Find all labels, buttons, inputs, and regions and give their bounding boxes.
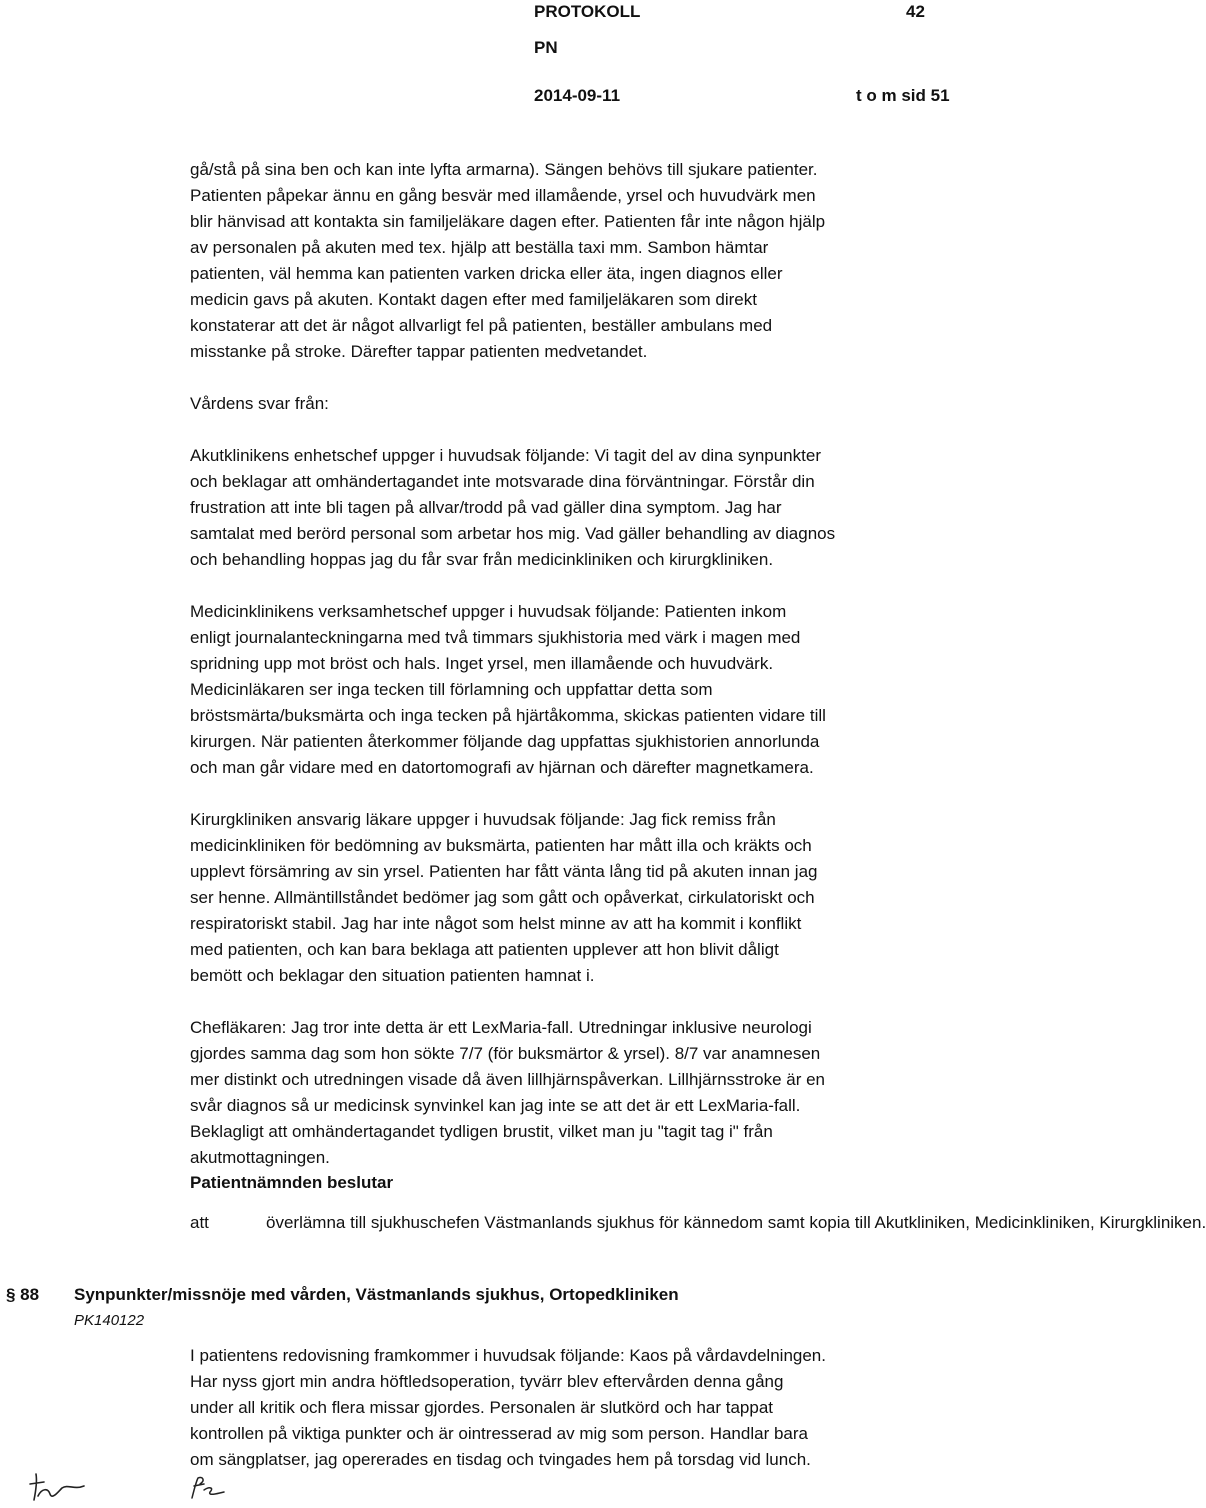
paragraph-patient-account [190,157,942,365]
text-line: akutmottagningen. [190,1148,330,1167]
text-line: kirurgen. När patienten återkommer följande dag uppfattas sjukhistorien annorlunda [190,732,820,751]
paragraph-cheflakaren [190,1015,942,1171]
paragraph-akutkliniken [190,443,942,573]
text-line: bröstsmärta/buksmärta och inga tecken på hjärtåkomma, skickas patienten vidare till [190,706,826,725]
pn-label: PN [534,38,558,57]
decision-heading: Patientnämnden beslutar [190,1173,394,1192]
text-line: under all kritik och flera missar gjordes. Personalen är slutkörd och har tappat [190,1398,774,1417]
text-line: blir hänvisad att kontakta sin familjeläkare dagen efter. Patienten får inte någon hjälp [190,212,826,231]
text-line: Beklagligt att omhändertagandet tydligen brustit, vilket man ju "tagit tag i" från [190,1122,773,1141]
paragraph-kirurgkliniken [190,807,942,989]
att-label: att [190,1213,209,1232]
text-line: konstaterar att det är något allvarligt fel på patienten, beställer ambulans med [190,316,773,335]
text-line: och behandling hoppas jag du får svar från medicinkliniken och kirurgkliniken. [190,550,774,569]
document-date: 2014-09-11 [534,86,621,105]
text-line: misstanke på stroke. Därefter tappar patienten medvetandet. [190,342,648,361]
handwritten-initials-signature [28,1470,88,1504]
vardens-svar-heading [190,391,942,417]
text-line: frustration att inte bli tagen på allvar/trodd på vad gäller dina symptom. Jag har [190,498,782,517]
text-line: av personalen på akuten med tex. hjälp att beställa taxi mm. Sambon hämtar [190,238,769,257]
text-line: samtalat med berörd personal som arbetar hos mig. Vad gäller behandling av diagnos [190,524,836,543]
text-line: om sängplatser, jag opererades en tisdag och tvingades hem på torsdag vid lunch. [190,1450,811,1469]
paragraph-medicinkliniken [190,599,942,781]
page-range: t o m sid 51 [856,86,950,105]
decision-text [266,1210,1206,1236]
text-line: svår diagnos så ur medicinsk synvinkel kan jag inte se att det är ett LexMaria-fall. [190,1096,801,1115]
section-reference: PK140122 [74,1312,145,1329]
page-number: 42 [906,2,925,21]
text-line: Medicinläkaren ser inga tecken till förlamning och uppfattar detta som [190,680,713,699]
text-line: spridning upp mot bröst och hals. Inget yrsel, men illamående och huvudvärk. [190,654,774,673]
text-line: Har nyss gjort min andra höftledsoperation, tyvärr blev eftervården denna gång [190,1372,784,1391]
text-line: överlämna till sjukhuschefen Västmanlands sjukhus för kännedom samt [266,1213,805,1232]
text-line: patienten, väl hemma kan patienten varken dricka eller äta, ingen diagnos eller [190,264,783,283]
text-line: ser henne. Allmäntillståndet bedömer jag som gått och opåverkat, cirkulatoriskt och [190,888,815,907]
text-line: Vårdens svar från: [190,394,329,413]
text-line: Chefläkaren: Jag tror inte detta är ett LexMaria-fall. Utredningar inklusive neurologi [190,1018,812,1037]
text-line: med patienten, och kan bara beklaga att patienten upplever att hon blivit dåligt [190,940,779,959]
section-title: Synpunkter/missnöje med vården, Västmanlands sjukhus, Ortopedkliniken [74,1285,679,1304]
text-line: gjordes samma dag som hon sökte 7/7 (för buksmärtor & yrsel). 8/7 var anamnesen [190,1044,821,1063]
text-line: upplevt försämring av sin yrsel. Patienten har fått vänta lång tid på akuten innan jag [190,862,818,881]
text-line: gå/stå på sina ben och kan inte lyfta armarna). Sängen behövs till sjukare patienter. [190,160,818,179]
text-line: I patientens redovisning framkommer i huvudsak följande: Kaos på vårdavdelningen. [190,1346,826,1365]
text-line: mer distinkt och utredningen visade då även lillhjärnspåverkan. Lillhjärnsstroke är en [190,1070,826,1089]
section-number: § 88 [6,1285,40,1304]
text-line: kopia till Akutkliniken, Medicinkliniken, Kirurgkliniken. [809,1213,1206,1232]
text-line: och beklagar att omhändertagandet inte motsvarade dina förväntningar. Förstår din [190,472,815,491]
text-line: kontrollen på viktiga punkter och är ointresserad av mig som person. Handlar bara [190,1424,808,1443]
paragraph-section-88 [190,1343,942,1473]
text-line: Akutklinikens enhetschef uppger i huvudsak följande: Vi tagit del av dina synpunkter [190,446,821,465]
decision-heading-block [190,1170,942,1196]
text-line: respiratoriskt stabil. Jag har inte något som helst minne av att ha kommit i konflikt [190,914,802,933]
main-body [190,157,942,1197]
document-title: PROTOKOLL [534,2,641,21]
text-line: medicin gavs på akuten. Kontakt dagen efter med familjeläkaren som direkt [190,290,757,309]
section-body [190,1343,942,1499]
text-line: Patienten påpekar ännu en gång besvär med illamående, yrsel och huvudvärk men [190,186,816,205]
handwritten-initials-signature [188,1474,228,1502]
text-line: bemött och beklagar den situation patienten hamnat i. [190,966,595,985]
text-line: Kirurgkliniken ansvarig läkare uppger i huvudsak följande: Jag fick remiss från [190,810,776,829]
text-line: och man går vidare med en datortomografi av hjärnan och därefter magnetkamera. [190,758,814,777]
text-line: Medicinklinikens verksamhetschef uppger i huvudsak följande: Patienten inkom [190,602,787,621]
text-line: enligt journalanteckningarna med två timmars sjukhistoria med värk i magen med [190,628,801,647]
text-line: medicinkliniken för bedömning av buksmärta, patienten har mått illa och kräkts och [190,836,812,855]
